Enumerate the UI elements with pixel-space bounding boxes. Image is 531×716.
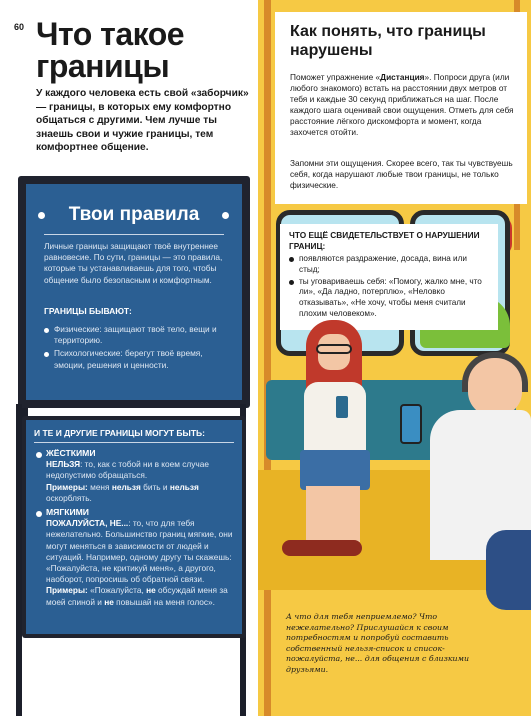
exercise-text-part: ». Попроси друга (или любого знакомого) встать на расстоянии двух метров от тебя и каждые 30 секунд приближаться на шаг. После каждого шага оценивай свои ощущения. Отметь для себя расстояние лёгкого дискомфорта и момент, когда захочется отойти.	[290, 72, 514, 137]
boundary-kinds-heading: И ТЕ И ДРУГИЕ ГРАНИЦЫ МОГУТ БЫТЬ:	[34, 428, 205, 438]
handwritten-note: А что для тебя неприемлемо? Что нежелательно? Прислушайся к своим потребностям и попробуй составить собственный нельзя-список и список-пожалуйста, не... для общения с близкими друзьями.	[286, 612, 469, 674]
soft-example-text: обсуждай меня за моей спиной и	[46, 585, 228, 607]
girl-shoes	[282, 540, 362, 556]
boundary-kinds-panel	[26, 420, 242, 634]
hard-example-bold: нельзя	[169, 481, 199, 492]
rules-board-text: Личные границы защищают твоё внутреннее равновесие. По сути, границы — это правила, которые ты устанавливаешь для того, чтобы общение было безопасным и комфортным.	[44, 241, 223, 285]
hard-example-bold: нельзя	[111, 481, 141, 492]
phone-icon	[336, 396, 348, 418]
hard-example-text: бить и	[140, 481, 170, 492]
remember-text: Запомни эти ощущения. Скорее всего, так ты чувствуешь себя, когда нарушают любые твои границы, не только физические.	[290, 158, 513, 190]
bullet-dot	[36, 452, 42, 458]
signs-list	[289, 254, 489, 321]
exercise-text-part: Поможет упражнение «	[290, 72, 381, 82]
rules-board-panel	[26, 184, 242, 400]
section-title: Как понять, что границы нарушены	[290, 23, 486, 59]
hard-description: : то, как с тобой ни в коем случае недопустимо обращаться.	[46, 459, 209, 481]
soft-example-bold: не	[104, 596, 114, 607]
rules-board	[18, 176, 250, 408]
list-item: Физические: защищают твоё тело, вещи и территорию.	[44, 324, 230, 346]
boundary-types-heading: ГРАНИЦЫ БЫВАЮТ:	[44, 306, 132, 316]
hard-boundaries-item	[46, 448, 236, 504]
list-item: ты уговариваешь себя: «Помогу, жалко мне, что ли», «Да ладно, потерплю», «Неловко отказывать», «Не хочу, чтобы меня считали плохим человеком».	[289, 277, 489, 320]
soft-description: : то, что для тебя нежелательно. Большинство границ мягкие, они могут меняться в зависимости от людей и ситуаций. Например, одному другу ты скажешь: «Пожалуйста, не критикуй меня», а другого, наоборот, попросишь об обратной связи.	[46, 518, 233, 585]
handrail-vertical	[264, 0, 271, 716]
hard-example-text: меня	[87, 481, 112, 492]
page-title: Что такое границы	[36, 16, 185, 84]
soft-example-text: повышай на меня голос».	[113, 596, 215, 607]
man-phone-icon	[400, 404, 422, 444]
board-divider-line	[44, 234, 224, 235]
backpack-blue	[486, 530, 531, 610]
list-item: Психологические: берегут твоё время, эмоции, решения и ценности.	[44, 348, 230, 370]
signs-title: ЧТО ЕЩЁ СВИДЕТЕЛЬСТВУЕТ О НАРУШЕНИИ ГРАНИЦ:	[289, 230, 480, 251]
boundary-kinds-board	[22, 416, 246, 638]
hard-keyword: НЕЛЬЗЯ	[46, 459, 81, 470]
glasses-icon	[316, 344, 352, 354]
board-divider-line	[34, 442, 234, 443]
exercise-text	[290, 72, 520, 138]
boundary-types-list	[44, 324, 230, 373]
girl-legs	[306, 486, 360, 542]
exercise-name: Дистанция	[380, 72, 425, 82]
soft-boundaries-title: МЯГКИМИ	[46, 507, 89, 517]
soft-example-label: Примеры:	[46, 585, 88, 596]
soft-boundaries-item	[46, 507, 236, 608]
hard-example-label: Примеры:	[46, 481, 88, 492]
hard-boundaries-title: ЖЁСТКИМИ	[46, 448, 96, 458]
soft-example-text: «Пожалуйста,	[87, 585, 147, 596]
page-number: 60	[14, 22, 25, 32]
rules-board-title: Твои правила	[68, 204, 200, 225]
soft-example-bold: не	[146, 585, 156, 596]
hard-example-text: оскорблять.	[46, 492, 92, 503]
soft-keyword: ПОЖАЛУЙСТА, НЕ...	[46, 518, 129, 529]
girl-skirt	[300, 450, 370, 490]
list-item: появляются раздражение, досада, вина или стыд;	[289, 254, 489, 276]
intro-paragraph: У каждого человека есть свой «заборчик» — границы, в которых ему комфортно общаться с другими. Чем лучше ты знаешь свои и чужие границы, тем комфортнее общение.	[36, 88, 249, 153]
bullet-dot	[36, 511, 42, 517]
